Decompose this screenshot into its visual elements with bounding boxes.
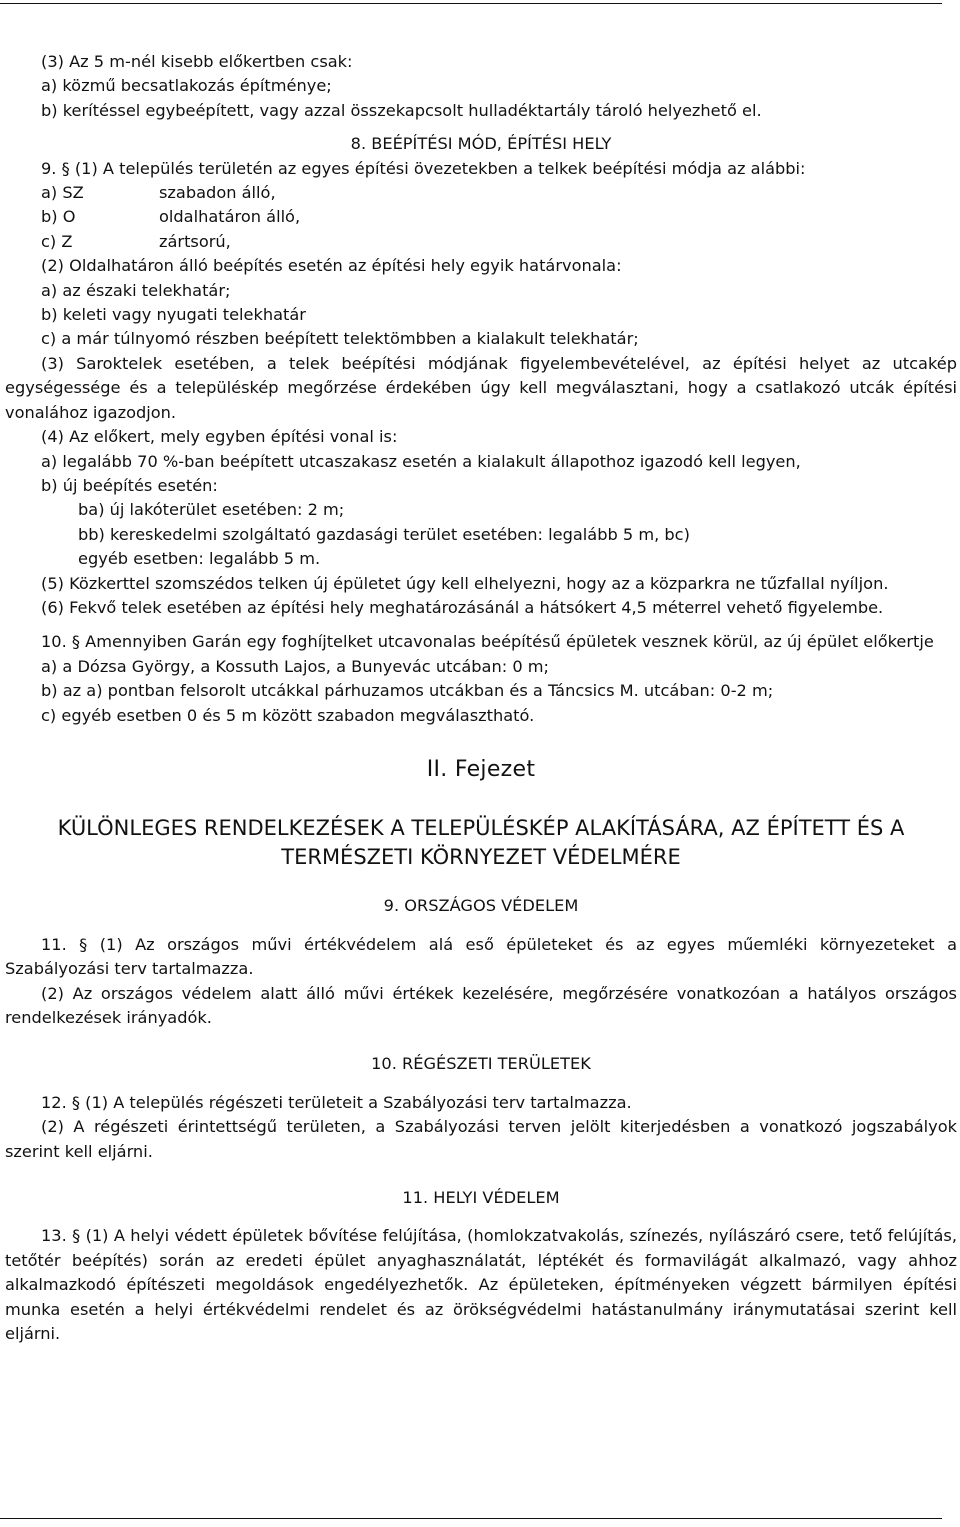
mode-item-o — [5, 205, 957, 229]
paragraph-9-1: 9. § (1) A település területén az egyes építési övezetekben a telkek beépítési módja az alábbi: — [41, 158, 806, 178]
list-item: b) keleti vagy nyugati telekhatár — [41, 305, 306, 325]
section-10-heading: 10. RÉGÉSZETI TERÜLETEK — [371, 1054, 591, 1074]
paragraph-9-4: (4) Az előkert, mely egyben építési vonal is: — [41, 427, 398, 447]
top-rule — [0, 3, 942, 4]
mode-item-sz — [5, 181, 957, 205]
list-item: a) közmű becsatlakozás építménye; — [41, 76, 332, 96]
list-subitem: egyéb esetben: legalább 5 m. — [78, 549, 321, 569]
list-item: a) a Dózsa György, a Kossuth Lajos, a Bunyevác utcában: 0 m; — [41, 656, 549, 676]
list-item: b) az a) pontban felsorolt utcákkal párhuzamos utcákban és a Táncsics M. utcában: 0-2 m; — [41, 681, 774, 701]
list-subitem: bb) kereskedelmi szolgáltató gazdasági terület esetében: legalább 5 m, bc) — [78, 524, 690, 544]
paragraph-9-3: (3) Saroktelek esetében, a telek beépítési módjának figyelembevételével, az építési helyet az utcakép egységessége és a településkép megőrzése érdekében úgy kell megválasztani, hogy a csatlakozó utcák építési vonalához igazodjon. — [5, 353, 957, 422]
mode-label: oldalhatáron álló, — [159, 207, 301, 227]
paragraph-3-intro: (3) Az 5 m-nél kisebb előkertben csak: — [41, 52, 353, 71]
mode-code: a) SZ — [41, 183, 84, 203]
section-9-heading: 9. ORSZÁGOS VÉDELEM — [383, 896, 579, 916]
mode-code: c) Z — [41, 231, 73, 251]
list-subitem: ba) új lakóterület esetében: 2 m; — [78, 500, 345, 520]
mode-label: zártsorú, — [159, 231, 231, 251]
list-item: c) a már túlnyomó részben beépített telektömbben a kialakult telekhatár; — [41, 329, 639, 349]
bottom-rule — [0, 1518, 942, 1519]
paragraph-12-2: (2) A régészeti érintettségű területen, a Szabályozási terven jelölt kiterjedésben a vonatkozó jogszabályok szerint kell eljárni. — [5, 1117, 957, 1161]
paragraph-11-2: (2) Az országos védelem alatt álló művi értékek kezelésére, megőrzésére vonatkozóan a hatályos országos rendelkezések irányadók. — [5, 983, 957, 1027]
document-body — [5, 50, 957, 1346]
list-item: a) az északi telekhatár; — [41, 280, 231, 300]
list-item: c) egyéb esetben 0 és 5 m között szabadon megválasztható. — [41, 705, 535, 725]
list-item: b) új beépítés esetén: — [41, 475, 218, 495]
paragraph-13-1: 13. § (1) A helyi védett épületek bővítése felújítása, (homlokzatvakolás, színezés, nyílászáró csere, tető felújítás, tetőtér beépítés) során az eredeti épület anyaghasználatát, léptékét és formavilágát alkalmazó, vagy ahhoz alkalmazkodó építészeti megoldások engedélyezhetők. Az épületeken, építményeken végzett bármilyen építési munka esetén a helyi értékvédelmi rendelet és az örökségvédelmi hatástanulmány iránymutatásai szerint kell eljárni. — [5, 1226, 957, 1344]
mode-code: b) O — [41, 207, 76, 227]
mode-label: szabadon álló, — [159, 183, 276, 203]
chapter-title — [5, 814, 957, 872]
section-8-heading: 8. BEÉPÍTÉSI MÓD, ÉPÍTÉSI HELY — [350, 134, 612, 154]
chapter-title-line-1: KÜLÖNLEGES RENDELKEZÉSEK A TELEPÜLÉSKÉP ALAKÍTÁSÁRA, AZ ÉPÍTETT ÉS A — [57, 816, 905, 841]
list-item: b) kerítéssel egybeépített, vagy azzal összekapcsolt hulladéktartály tároló helyezhető el. — [41, 100, 762, 120]
chapter-number: II. Fejezet — [426, 756, 536, 782]
paragraph-12-1: 12. § (1) A település régészeti területeit a Szabályozási terv tartalmazza. — [41, 1092, 632, 1112]
chapter-title-line-2: TERMÉSZETI KÖRNYEZET VÉDELMÉRE — [281, 845, 681, 870]
mode-item-z — [5, 230, 957, 254]
paragraph-9-5: (5) Közkerttel szomszédos telken új épületet úgy kell elhelyezni, hogy az a közparkra ne tűzfallal nyíljon. — [41, 573, 889, 593]
list-item: a) legalább 70 %-ban beépített utcaszakasz esetén a kialakult állapothoz igazodó kell legyen, — [41, 451, 801, 471]
paragraph-11-1: 11. § (1) Az országos művi értékvédelem alá eső épületeket és az egyes műemléki környezeteket a Szabályozási terv tartalmazza. — [5, 934, 957, 979]
paragraph-9-6: (6) Fekvő telek esetében az építési hely meghatározásánál a hátsókert 4,5 méterrel vehető figyelembe. — [41, 597, 884, 617]
paragraph-9-2: (2) Oldalhatáron álló beépítés esetén az építési hely egyik határvonala: — [41, 256, 622, 276]
section-11-heading: 11. HELYI VÉDELEM — [402, 1188, 560, 1208]
paragraph-10: 10. § Amennyiben Garán egy foghíjtelket utcavonalas beépítésű épületek vesznek körül, az új épület előkertje — [41, 632, 934, 652]
